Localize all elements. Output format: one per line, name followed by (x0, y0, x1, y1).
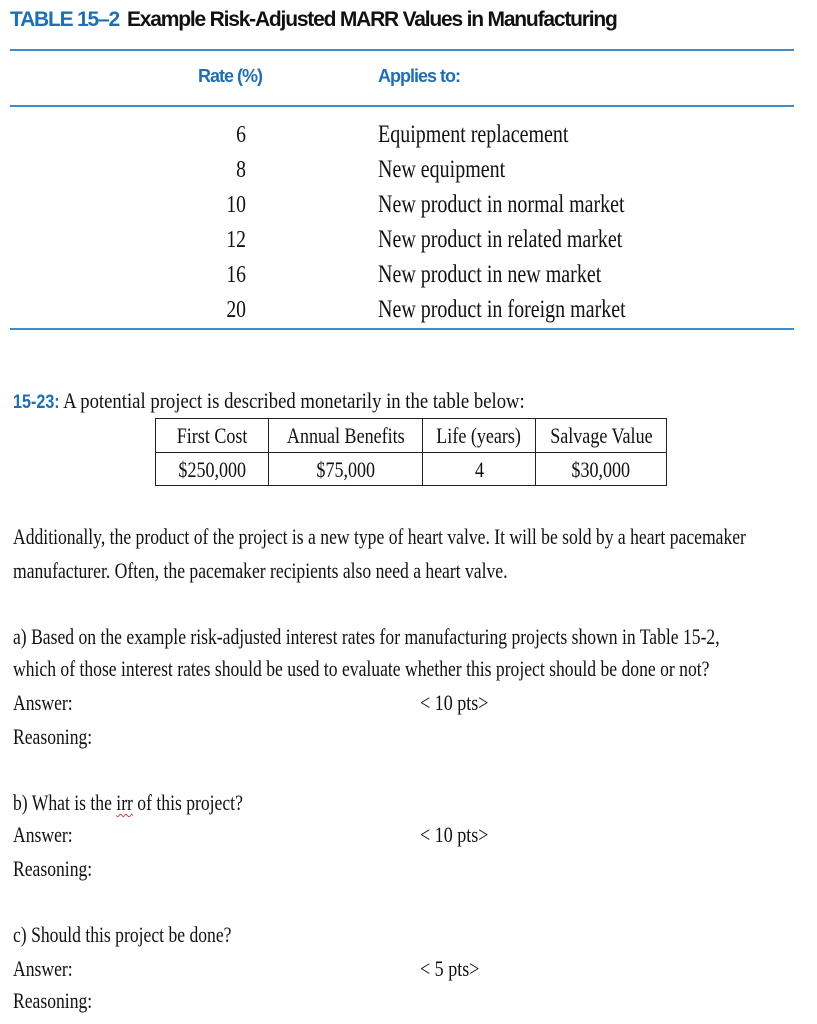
applies-cell: New equipment (378, 156, 506, 183)
project-data-table (155, 418, 667, 486)
question-b-points: < 10 pts> (420, 822, 489, 847)
question-a-reasoning-label: Reasoning: (13, 724, 93, 749)
header-annual-benefits: Annual Benefits (286, 423, 405, 448)
question-b-term: irr (116, 790, 133, 815)
table-title (10, 8, 810, 32)
question-b-prefix: b) What is the (13, 790, 117, 815)
header-first-cost: First Cost (176, 423, 248, 448)
rate-cell: 12 (226, 227, 246, 253)
question-b-suffix: of this project? (132, 790, 243, 815)
table-top-rule (10, 49, 794, 51)
rate-cell: 10 (226, 192, 246, 218)
question-c-points: < 5 pts> (420, 956, 480, 981)
question-a-line-1: a) Based on the example risk-adjusted interest rates for manufacturing projects shown in Table 15-2, (13, 624, 720, 649)
problem-number: 15-23: (13, 392, 60, 413)
rate-column-header: Rate (%) (197, 66, 262, 86)
rate-cell: 6 (236, 122, 246, 148)
question-a-line-2: which of those interest rates should be used to evaluate whether this project should be done or not? (13, 656, 710, 681)
problem-intro (13, 388, 525, 414)
table-header-rule (10, 105, 794, 107)
question-c-reasoning-label: Reasoning: (13, 988, 93, 1013)
applies-cell: New product in normal market (378, 191, 625, 218)
header-salvage-value: Salvage Value (549, 423, 653, 448)
rate-cell: 20 (226, 297, 246, 323)
question-c-answer-label: Answer: (13, 956, 73, 981)
value-annual-benefits: $75,000 (316, 457, 375, 482)
rate-cell: 16 (226, 262, 246, 288)
table-label: TABLE 15–2 (10, 8, 119, 31)
applies-cell: New product in related market (378, 226, 623, 253)
value-salvage-value: $30,000 (571, 457, 631, 482)
applies-cell: Equipment replacement (378, 121, 569, 148)
header-life-years: Life (years) (436, 423, 522, 448)
applies-cell: New product in new market (378, 261, 602, 288)
question-b-reasoning-label: Reasoning: (13, 856, 93, 881)
question-c: c) Should this project be done? (13, 922, 232, 947)
additional-line-2: manufacturer. Often, the pacemaker recipients also need a heart valve. (13, 558, 508, 583)
additional-line-1: Additionally, the product of the project is a new type of heart valve. It will be sold by a heart pacemaker (13, 524, 746, 549)
table-bottom-rule (10, 328, 794, 330)
question-a-answer-label: Answer: (13, 690, 73, 715)
applies-column-header: Applies to: (378, 66, 460, 86)
value-life-years: 4 (474, 457, 484, 482)
rate-cell: 8 (236, 157, 246, 183)
question-a-points: < 10 pts> (420, 690, 489, 715)
table-title-text: Example Risk-Adjusted MARR Values in Manufacturing (127, 8, 617, 31)
problem-intro-text: A potential project is described monetarily in the table below: (63, 388, 525, 413)
question-b-answer-label: Answer: (13, 822, 73, 847)
question-b (13, 786, 243, 819)
applies-cell: New product in foreign market (378, 296, 626, 323)
value-first-cost: $250,000 (178, 457, 246, 482)
